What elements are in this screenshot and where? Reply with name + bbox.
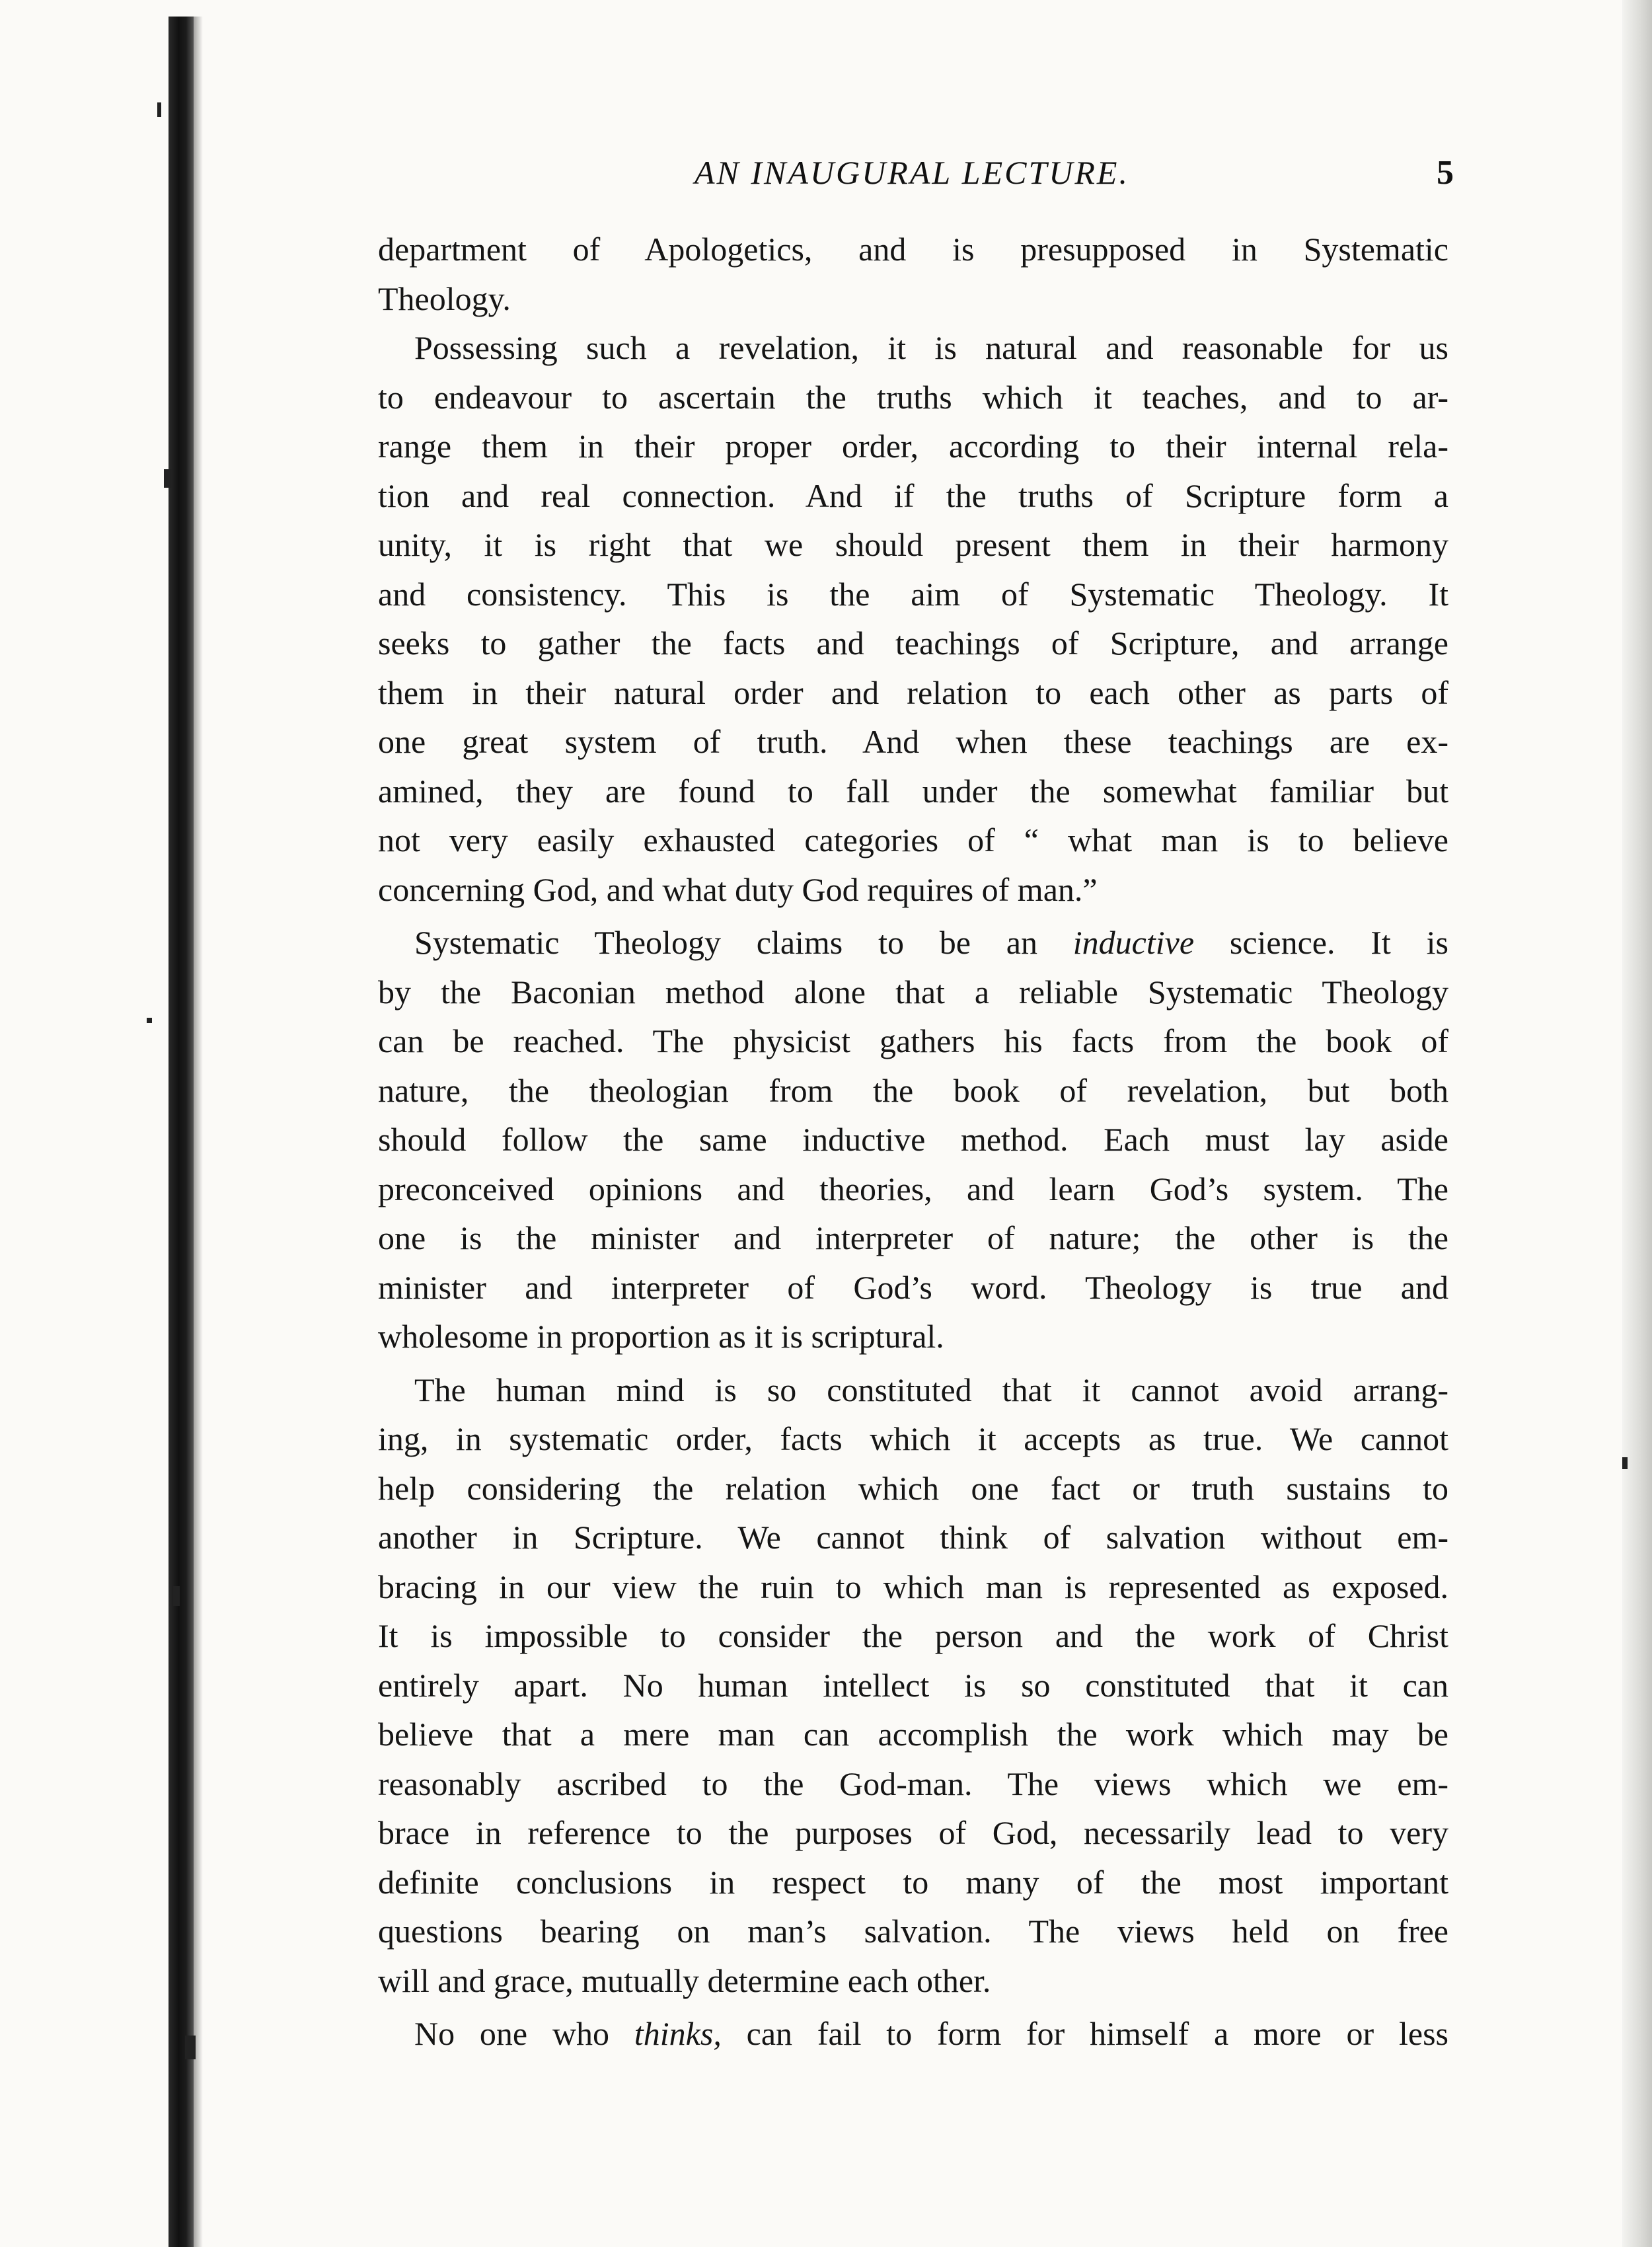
binding-shadow xyxy=(194,17,203,2247)
text-line: to endeavour to ascertain the truths which it teaches, and to ar- xyxy=(378,378,1448,416)
italic-term: inductive xyxy=(1072,924,1195,961)
scan-speck xyxy=(173,1586,180,1606)
text-line: questions bearing on man’s salvation. The views held on free xyxy=(378,1913,1448,1950)
italic-term: thinks, xyxy=(634,2015,722,2052)
scan-speck xyxy=(1622,1457,1628,1469)
text-line: ing, in systematic order, facts which it accepts as true. We cannot xyxy=(378,1420,1448,1457)
text-line: amined, they are found to fall under the somewhat familiar but xyxy=(378,772,1448,810)
text-run: can fail to form for himself a more or less xyxy=(721,2015,1448,2052)
text-line: nature, the theologian from the book of revelation, but both xyxy=(378,1071,1448,1109)
text-run: Systematic Theology claims to be an xyxy=(414,924,1073,961)
book-binding-edge xyxy=(169,17,194,2247)
text-line: minister and interpreter of God’s word. Theology is true and xyxy=(378,1268,1448,1306)
page-right-edge xyxy=(1622,0,1652,2247)
text-line: entirely apart. No human intellect is so constituted that it can xyxy=(378,1666,1448,1704)
text-line: another in Scripture. We cannot think of salvation without em- xyxy=(378,1519,1448,1556)
body-text xyxy=(378,225,1448,2059)
text-line: preconceived opinions and theories, and learn God’s system. The xyxy=(378,1170,1448,1207)
text-line: concerning God, and what duty God requires of man.” xyxy=(378,870,1098,908)
text-line: by the Baconian method alone that a reliable Systematic Theology xyxy=(378,973,1448,1010)
scan-speck xyxy=(185,2036,196,2059)
text-line: seeks to gather the facts and teachings of Scripture, and arrange xyxy=(378,625,1448,662)
text-line: bracing in our view the ruin to which man is represented as exposed. xyxy=(378,1568,1448,1605)
text-line: help considering the relation which one fact or truth sustains to xyxy=(378,1469,1448,1507)
text-run: science. It is xyxy=(1194,924,1448,961)
text-line: It is impossible to consider the person and the work of Christ xyxy=(378,1617,1448,1654)
text-line: believe that a mere man can accomplish the work which may be xyxy=(378,1716,1448,1753)
text-line: reasonably ascribed to the God-man. The views which we em- xyxy=(378,1765,1448,1802)
text-line: wholesome in proportion as it is scriptural. xyxy=(378,1318,944,1355)
text-line: should follow the same inductive method. Each must lay aside xyxy=(378,1121,1448,1158)
text-line: one great system of truth. And when these teachings are ex- xyxy=(378,723,1448,760)
scan-speck xyxy=(147,1018,152,1023)
text-line: unity, it is right that we should present them in their harmony xyxy=(378,526,1448,563)
text-line: them in their natural order and relation to each other as parts of xyxy=(378,673,1448,711)
scan-speck xyxy=(157,102,161,117)
text-line: The human mind is so constituted that it cannot avoid arrang- xyxy=(414,1371,1448,1408)
text-line: range them in their proper order, according to their internal rela- xyxy=(378,428,1448,465)
text-line: will and grace, mutually determine each other. xyxy=(378,1961,991,1999)
text-line: one is the minister and interpreter of nature; the other is the xyxy=(378,1219,1448,1256)
text-line: can be reached. The physicist gathers his facts from the book of xyxy=(378,1022,1448,1059)
text-line xyxy=(378,2009,1448,2059)
text-line: not very easily exhausted categories of “ what man is to believe xyxy=(378,821,1448,858)
text-line xyxy=(378,918,1448,968)
scan-speck xyxy=(164,469,172,488)
page-number: 5 xyxy=(1437,154,1454,192)
text-run: No one who xyxy=(414,2015,634,2052)
text-line: and consistency. This is the aim of Systematic Theology. It xyxy=(378,575,1448,613)
text-line: Possessing such a revelation, it is natural and reasonable for us xyxy=(414,329,1448,366)
running-title: AN INAUGURAL LECTURE. xyxy=(695,154,1129,191)
text-line: Theology. xyxy=(378,280,511,317)
text-line: department of Apologetics, and is presupposed in Systematic xyxy=(378,231,1448,268)
text-line: definite conclusions in respect to many of the most important xyxy=(378,1863,1448,1901)
text-line: brace in reference to the purposes of God, necessarily lead to very xyxy=(378,1814,1448,1851)
text-line: tion and real connection. And if the truths of Scripture form a xyxy=(378,476,1448,514)
